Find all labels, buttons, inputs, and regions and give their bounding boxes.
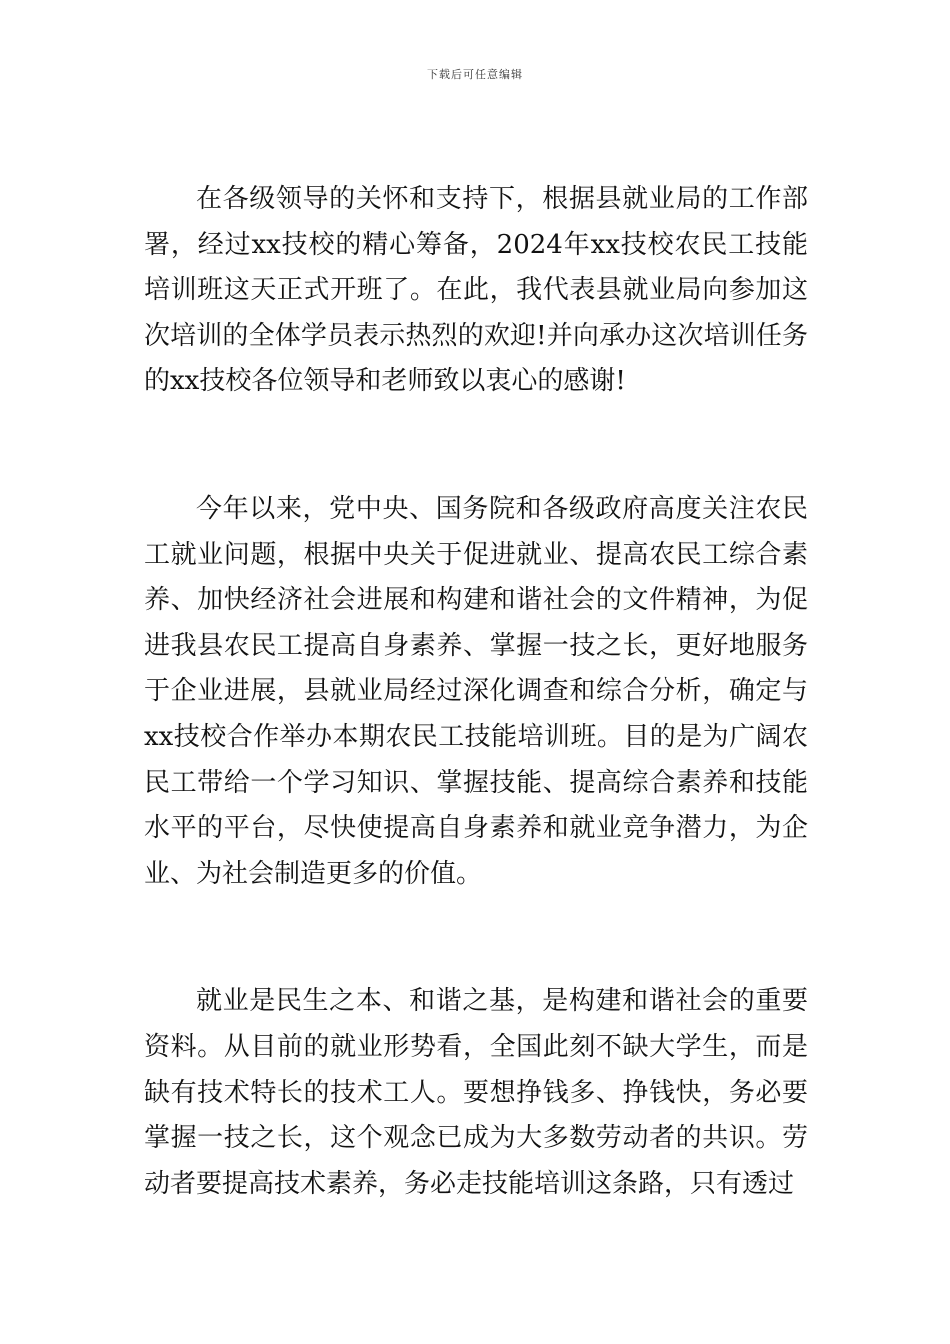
paragraph-employment: 就业是民生之本、和谐之基，是构建和谐社会的重要资料。从目前的就业形势看，全国此刻不缺大学生，而是缺有技术特长的技术工人。要想挣钱多、挣钱快，务必要掌握一技之长，这个观念已成为大多数劳动者的共识。劳动者要提高技术素养，务必走技能培训这条路，只有透过 [144,986,808,1199]
paragraph-background: 今年以来，党中央、国务院和各级政府高度关注农民工就业问题，根据中央关于促进就业、提高农民工综合素养、加快经济社会进展和构建和谐社会的文件精神，为促进我县农民工提高自身素养、掌握一技之长，更好地服务于企业进展，县就业局经过深化调查和综合分析，确定与xx技校合作举办本期农民工技能培训班。目的是为广阔农民工带给一个学习知识、掌握技能、提高综合素养和技能水平的平台，尽快使提高自身素养和就业竞争潜力，为企业、为社会制造更多的价值。 [144,493,808,889]
document-body [144,177,808,1207]
paragraph-opening: 在各级领导的关怀和支持下，根据县就业局的工作部署，经过xx技校的精心筹备，2024年xx技校农民工技能培训班这天正式开班了。在此，我代表县就业局向参加这次培训的全体学员表示热烈的欢迎!并向承办这次培训任务的xx技校各位领导和老师致以衷心的感谢! [144,184,808,397]
page-header-note: 下载后可任意编辑 [427,68,523,81]
